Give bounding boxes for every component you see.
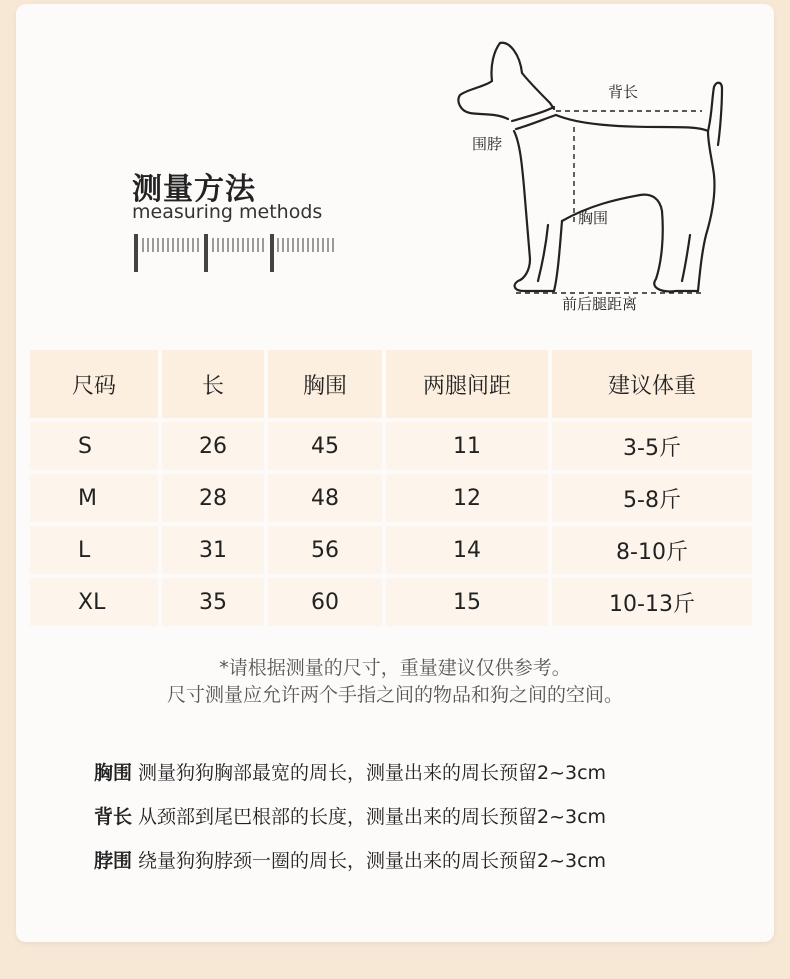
header-length: 长 (162, 350, 264, 418)
ruler-icon (134, 234, 334, 274)
weight-cell: 8-10斤 (552, 526, 752, 574)
chest-label: 胸围 (578, 209, 609, 227)
back-length-label: 背长 (608, 83, 639, 101)
header-weight: 建议体重 (552, 350, 752, 418)
disclaimer-line-1: *请根据测量的尺寸，重量建议仅供参考。 (219, 657, 571, 679)
leg-distance-cell: 11 (386, 422, 548, 470)
dog-measurement-diagram (450, 35, 740, 320)
table-row (30, 578, 752, 626)
weight-cell: 5-8斤 (552, 474, 752, 522)
length-cell: 28 (162, 474, 264, 522)
section-subtitle: measuring methods (132, 201, 323, 223)
description-term: 胸围 (94, 762, 133, 784)
leg-distance-cell: 14 (386, 526, 548, 574)
table-header-row (30, 350, 752, 418)
description-text: 测量狗狗胸部最宽的周长，测量出来的周长预留2~3cm (138, 762, 607, 784)
chest-cell: 45 (268, 422, 382, 470)
neck-label: 围脖 (472, 135, 503, 153)
length-cell: 26 (162, 422, 264, 470)
description-term: 背长 (94, 806, 133, 828)
leg-distance-label: 前后腿距离 (562, 295, 638, 313)
table-row (30, 422, 752, 470)
chest-cell: 56 (268, 526, 382, 574)
leg-distance-cell: 15 (386, 578, 548, 626)
length-cell: 31 (162, 526, 264, 574)
description-neck (94, 846, 606, 873)
leg-distance-cell: 12 (386, 474, 548, 522)
weight-cell: 3-5斤 (552, 422, 752, 470)
size-table (26, 346, 756, 630)
table-row (30, 526, 752, 574)
description-term: 脖围 (94, 850, 133, 872)
header-leg-distance: 两腿间距 (386, 350, 548, 418)
description-back (94, 802, 606, 829)
size-cell: M (30, 474, 158, 522)
chest-cell: 48 (268, 474, 382, 522)
weight-cell: 10-13斤 (552, 578, 752, 626)
description-chest (94, 758, 606, 785)
table-row (30, 474, 752, 522)
size-cell: S (30, 422, 158, 470)
size-cell: L (30, 526, 158, 574)
description-text: 从颈部到尾巴根部的长度，测量出来的周长预留2~3cm (138, 806, 607, 828)
header-chest: 胸围 (268, 350, 382, 418)
size-cell: XL (30, 578, 158, 626)
header-size: 尺码 (30, 350, 158, 418)
length-cell: 35 (162, 578, 264, 626)
chest-cell: 60 (268, 578, 382, 626)
description-text: 绕量狗狗脖颈一圈的周长，测量出来的周长预留2~3cm (138, 850, 607, 872)
disclaimer-line-2: 尺寸测量应允许两个手指之间的物品和狗之间的空间。 (166, 684, 623, 706)
section-title: 测量方法 (132, 172, 256, 207)
